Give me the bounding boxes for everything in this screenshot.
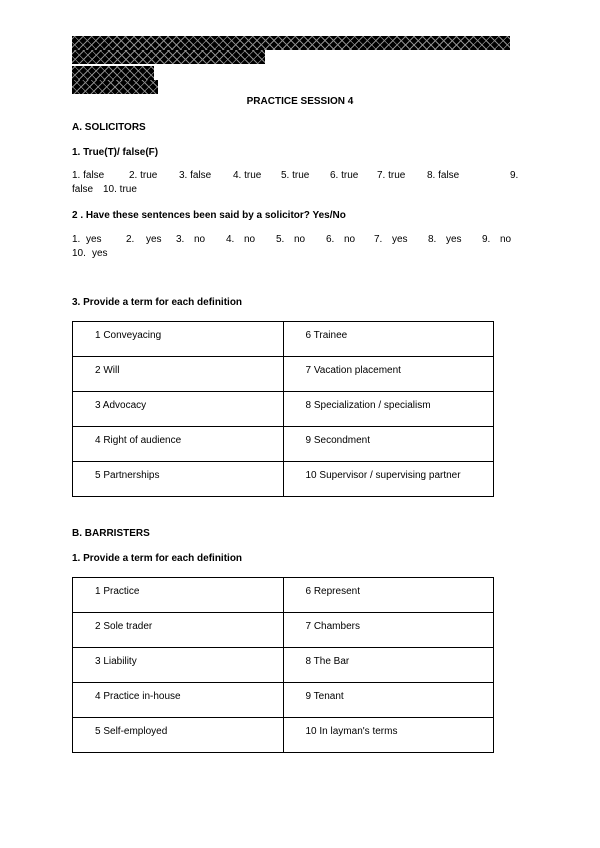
answer-number: 2. <box>126 234 135 245</box>
answer: 8. false <box>427 170 460 181</box>
answer: 5. true <box>281 170 310 181</box>
table-cell: 4 Right of audience <box>73 427 284 462</box>
table-cell: 2 Will <box>73 357 284 392</box>
table-row <box>73 648 494 683</box>
table-cell: 9 Tenant <box>283 683 494 718</box>
table-cell: 6 Trainee <box>283 322 494 357</box>
redacted-header-line-2 <box>72 50 265 64</box>
answer: yes <box>146 234 162 245</box>
table-cell: 5 Self-employed <box>73 718 284 753</box>
table-cell: 4 Practice in-house <box>73 683 284 718</box>
section-b-q1-heading: 1. Provide a term for each definition <box>72 553 243 564</box>
answer: yes <box>86 234 102 245</box>
page-title: PRACTICE SESSION 4 <box>246 96 354 107</box>
answer: no <box>294 234 306 245</box>
answer-number: 5. <box>276 234 285 245</box>
table-cell: 3 Advocacy <box>73 392 284 427</box>
answer: 2. true <box>129 170 158 181</box>
answer: yes <box>92 248 108 259</box>
section-a-q1-heading: 1. True(T)/ false(F) <box>72 147 159 158</box>
table-cell: 1 Practice <box>73 578 284 613</box>
table-cell: 10 Supervisor / supervising partner <box>283 462 494 497</box>
table-row <box>73 357 494 392</box>
answer: no <box>344 234 356 245</box>
answer: 1. false <box>72 170 105 181</box>
redacted-header-line-3 <box>72 66 154 80</box>
answer: 6. true <box>330 170 359 181</box>
table-row <box>73 683 494 718</box>
table-row <box>73 718 494 753</box>
answer: no <box>244 234 256 245</box>
table-row <box>73 322 494 357</box>
answer: yes <box>446 234 462 245</box>
section-a-q3-heading: 3. Provide a term for each definition <box>72 297 243 308</box>
table-cell: 2 Sole trader <box>73 613 284 648</box>
table-cell: 5 Partnerships <box>73 462 284 497</box>
redacted-header-line-1 <box>72 36 510 50</box>
answer: 3. false <box>179 170 212 181</box>
table-cell: 8 The Bar <box>283 648 494 683</box>
table-cell: 3 Liability <box>73 648 284 683</box>
table-row <box>73 462 494 497</box>
answer: 10. true <box>103 184 137 195</box>
table-cell: 1 Conveyacing <box>73 322 284 357</box>
answer-number: 6. <box>326 234 335 245</box>
table-row <box>73 578 494 613</box>
answer: no <box>194 234 206 245</box>
answer: yes <box>392 234 408 245</box>
answer: no <box>500 234 512 245</box>
table-cell: 10 In layman's terms <box>283 718 494 753</box>
section-a-q1-answers <box>72 169 520 197</box>
answer-number: 4. <box>226 234 235 245</box>
table-cell: 7 Chambers <box>283 613 494 648</box>
answer-number: 10. <box>72 248 86 259</box>
answer-number: 3. <box>176 234 185 245</box>
answer: 9. <box>510 170 519 181</box>
answer-number: 1. <box>72 234 81 245</box>
section-b-heading: B. BARRISTERS <box>72 528 150 539</box>
answer-number: 7. <box>374 234 383 245</box>
table-row <box>73 613 494 648</box>
answer: false <box>72 184 94 195</box>
table-cell: 9 Secondment <box>283 427 494 462</box>
answer-number: 8. <box>428 234 437 245</box>
barristers-terms-table <box>72 577 494 753</box>
table-row <box>73 427 494 462</box>
section-a-q2-answers <box>72 233 520 261</box>
table-row <box>73 392 494 427</box>
answer: 7. true <box>377 170 406 181</box>
table-cell: 6 Represent <box>283 578 494 613</box>
answer-number: 9. <box>482 234 491 245</box>
answer: 4. true <box>233 170 262 181</box>
redacted-header-line-4 <box>72 80 158 94</box>
table-cell: 7 Vacation placement <box>283 357 494 392</box>
table-cell: 8 Specialization / specialism <box>283 392 494 427</box>
section-a-heading: A. SOLICITORS <box>72 122 146 133</box>
section-a-q2-heading: 2 . Have these sentences been said by a solicitor? Yes/No <box>72 210 346 221</box>
solicitors-terms-table <box>72 321 494 497</box>
